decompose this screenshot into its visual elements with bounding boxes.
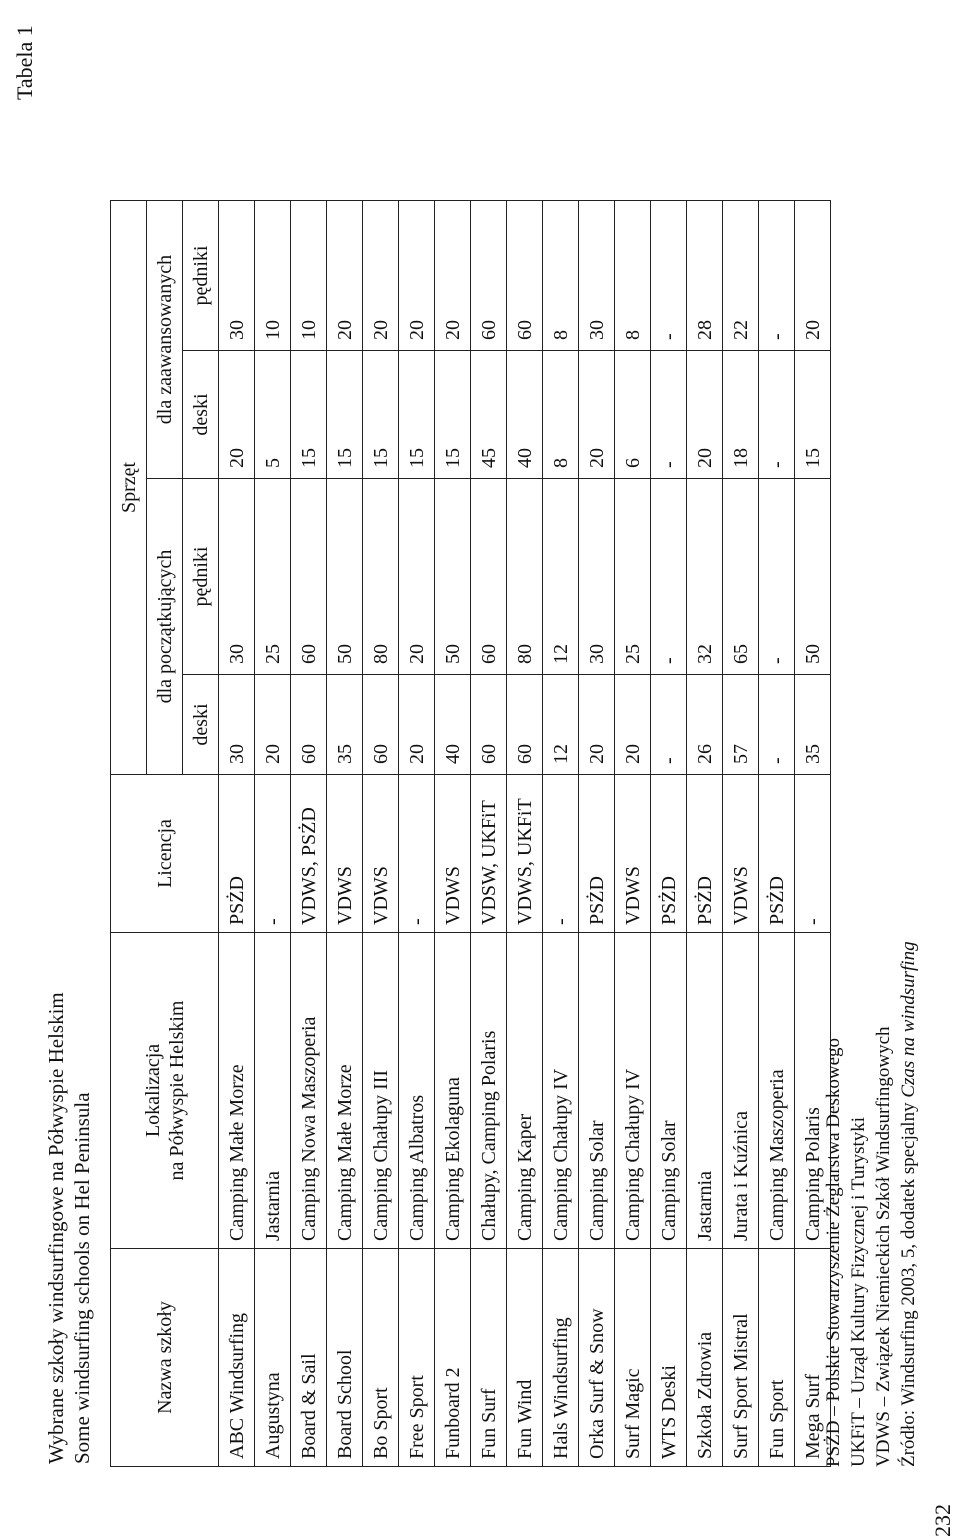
footnote-ukfit: UKFiT – Urząd Kultury Fizycznej i Turystyki: [848, 1116, 869, 1467]
cell-advanced-boards: 45: [471, 351, 507, 479]
cell-school-name: Board & Sail: [291, 1249, 327, 1467]
cell-license: VDWS: [435, 775, 471, 933]
cell-location: Camping Solar: [579, 933, 615, 1249]
cell-beginner-boards: -: [759, 675, 795, 775]
cell-advanced-boards: -: [651, 351, 687, 479]
cell-school-name: ABC Windsurfing: [219, 1249, 255, 1467]
cell-license: VDWS: [363, 775, 399, 933]
cell-school-name: Surf Sport Mistral: [723, 1249, 759, 1467]
cell-license: -: [255, 775, 291, 933]
cell-advanced-sails: 10: [255, 201, 291, 351]
source-italic-title: Czas na windsurfing: [898, 941, 919, 1098]
table-row: [291, 201, 327, 1467]
cell-advanced-sails: 8: [543, 201, 579, 351]
cell-advanced-sails: 20: [399, 201, 435, 351]
cell-beginner-boards: 40: [435, 675, 471, 775]
cell-location: Camping Chałupy IV: [543, 933, 579, 1249]
cell-beginner-sails: 25: [615, 479, 651, 675]
header-advanced: dla zaawansowanych: [147, 201, 183, 479]
cell-advanced-boards: 5: [255, 351, 291, 479]
cell-school-name: Free Sport: [399, 1249, 435, 1467]
table-row: [651, 201, 687, 1467]
cell-location: Camping Albatros: [399, 933, 435, 1249]
windsurfing-schools-table: [110, 200, 831, 1467]
cell-advanced-boards: 40: [507, 351, 543, 479]
header-advanced-sails: pędniki: [183, 201, 219, 351]
footnote-vdws: VDWS – Związek Niemieckich Szkół Windsurfingowych: [873, 1026, 894, 1467]
footnote-pszd: PSŻD – Polskie Stowarzyszenie Żeglarstwa Deskowego: [823, 1037, 844, 1467]
cell-school-name: Funboard 2: [435, 1249, 471, 1467]
footnotes: [821, 941, 921, 1467]
header-advanced-boards: deski: [183, 351, 219, 479]
cell-advanced-sails: 20: [795, 201, 831, 351]
cell-advanced-boards: 15: [795, 351, 831, 479]
cell-location: Chałupy, Camping Polaris: [471, 933, 507, 1249]
table-row: [255, 201, 291, 1467]
cell-advanced-boards: 15: [435, 351, 471, 479]
cell-beginner-boards: 20: [615, 675, 651, 775]
cell-license: PSŻD: [219, 775, 255, 933]
cell-advanced-sails: 8: [615, 201, 651, 351]
cell-advanced-boards: 15: [399, 351, 435, 479]
cell-beginner-boards: 20: [579, 675, 615, 775]
cell-school-name: Board School: [327, 1249, 363, 1467]
cell-beginner-sails: 80: [507, 479, 543, 675]
cell-school-name: Fun Wind: [507, 1249, 543, 1467]
cell-advanced-boards: 6: [615, 351, 651, 479]
cell-location: Camping Małe Morze: [219, 933, 255, 1249]
cell-beginner-sails: 65: [723, 479, 759, 675]
cell-beginner-boards: -: [651, 675, 687, 775]
cell-advanced-sails: 30: [219, 201, 255, 351]
cell-advanced-boards: 18: [723, 351, 759, 479]
cell-license: VDWS: [615, 775, 651, 933]
table-caption-title: Wybrane szkoły windsurfingowe na Półwyspie Helskim: [44, 992, 68, 1464]
cell-advanced-sails: 20: [363, 201, 399, 351]
cell-beginner-boards: 57: [723, 675, 759, 775]
table-row: [471, 201, 507, 1467]
cell-location: Camping Chałupy III: [363, 933, 399, 1249]
cell-location: Camping Polaris: [795, 933, 831, 1249]
cell-beginner-sails: 12: [543, 479, 579, 675]
cell-beginner-sails: 50: [327, 479, 363, 675]
table-caption-subtitle: Some windsurfing schools on Hel Peninsula: [70, 1092, 94, 1464]
cell-school-name: Hals Windsurfing: [543, 1249, 579, 1467]
table-number-label: Tabela 1: [12, 25, 37, 100]
cell-license: VDWS, UKFiT: [507, 775, 543, 933]
cell-school-name: Orka Surf & Snow: [579, 1249, 615, 1467]
table-row: [327, 201, 363, 1467]
table-row: [435, 201, 471, 1467]
source-text: Źródło: Windsurfing 2003, 5, dodatek specjalny: [898, 1097, 919, 1467]
cell-beginner-boards: 26: [687, 675, 723, 775]
cell-location: Camping Nowa Maszoperia: [291, 933, 327, 1249]
cell-beginner-sails: 30: [219, 479, 255, 675]
cell-beginner-sails: 50: [795, 479, 831, 675]
cell-beginner-sails: 60: [471, 479, 507, 675]
cell-advanced-sails: 10: [291, 201, 327, 351]
cell-advanced-sails: -: [651, 201, 687, 351]
cell-beginner-boards: 35: [327, 675, 363, 775]
cell-advanced-boards: 15: [327, 351, 363, 479]
cell-beginner-boards: 20: [255, 675, 291, 775]
header-beginners: dla początkujących: [147, 479, 183, 775]
cell-beginner-sails: -: [651, 479, 687, 675]
cell-advanced-sails: 60: [507, 201, 543, 351]
cell-advanced-sails: 60: [471, 201, 507, 351]
cell-beginner-boards: 12: [543, 675, 579, 775]
cell-school-name: WTS Deski: [651, 1249, 687, 1467]
cell-advanced-boards: 20: [687, 351, 723, 479]
cell-school-name: Bo Sport: [363, 1249, 399, 1467]
cell-location: Camping Ekolaguna: [435, 933, 471, 1249]
cell-beginner-sails: 25: [255, 479, 291, 675]
cell-license: VDSW, UKFiT: [471, 775, 507, 933]
cell-advanced-sails: 28: [687, 201, 723, 351]
cell-beginner-boards: 60: [363, 675, 399, 775]
cell-beginner-boards: 60: [291, 675, 327, 775]
cell-advanced-sails: -: [759, 201, 795, 351]
header-location: [111, 933, 219, 1249]
cell-location: Camping Solar: [651, 933, 687, 1249]
cell-beginner-sails: 60: [291, 479, 327, 675]
table-body: [219, 201, 831, 1467]
cell-advanced-sails: 30: [579, 201, 615, 351]
cell-location: Camping Małe Morze: [327, 933, 363, 1249]
cell-advanced-boards: 15: [291, 351, 327, 479]
cell-license: VDWS, PSŻD: [291, 775, 327, 933]
cell-license: PSŻD: [759, 775, 795, 933]
cell-beginner-sails: -: [759, 479, 795, 675]
page-number: 232: [930, 1504, 955, 1537]
cell-advanced-sails: 20: [435, 201, 471, 351]
table-row: [615, 201, 651, 1467]
cell-advanced-boards: 20: [219, 351, 255, 479]
cell-beginner-sails: 50: [435, 479, 471, 675]
cell-location: Camping Chałupy IV: [615, 933, 651, 1249]
cell-location: Camping Maszoperia: [759, 933, 795, 1249]
table-row: [759, 201, 795, 1467]
cell-beginner-sails: 30: [579, 479, 615, 675]
cell-school-name: Mega Surf: [795, 1249, 831, 1467]
cell-school-name: Szkoła Zdrowia: [687, 1249, 723, 1467]
cell-beginner-sails: 32: [687, 479, 723, 675]
cell-license: VDWS: [327, 775, 363, 933]
cell-beginner-boards: 20: [399, 675, 435, 775]
header-location-line1: Lokalizacja: [141, 1043, 164, 1138]
cell-advanced-sails: 20: [327, 201, 363, 351]
cell-beginner-boards: 60: [507, 675, 543, 775]
cell-beginner-boards: 30: [219, 675, 255, 775]
cell-advanced-boards: 15: [363, 351, 399, 479]
table-row: [507, 201, 543, 1467]
cell-beginner-sails: 20: [399, 479, 435, 675]
table-row: [543, 201, 579, 1467]
cell-beginner-boards: 35: [795, 675, 831, 775]
cell-location: Jurata i Kuźnica: [723, 933, 759, 1249]
table-row: [219, 201, 255, 1467]
cell-advanced-boards: 20: [579, 351, 615, 479]
header-location-line2: na Półwyspie Helskim: [165, 1000, 188, 1181]
cell-location: Jastarnia: [687, 933, 723, 1249]
footnote-source: [896, 941, 921, 1467]
cell-license: PSŻD: [687, 775, 723, 933]
cell-school-name: Fun Sport: [759, 1249, 795, 1467]
cell-advanced-sails: 22: [723, 201, 759, 351]
header-beginner-boards: deski: [183, 675, 219, 775]
cell-school-name: Augustyna: [255, 1249, 291, 1467]
table-row: [723, 201, 759, 1467]
table-row: [399, 201, 435, 1467]
table-row: [579, 201, 615, 1467]
header-beginner-sails: pędniki: [183, 479, 219, 675]
header-equipment: Sprzęt: [111, 201, 147, 775]
cell-school-name: Surf Magic: [615, 1249, 651, 1467]
cell-license: PSŻD: [651, 775, 687, 933]
cell-advanced-boards: 8: [543, 351, 579, 479]
cell-license: -: [399, 775, 435, 933]
cell-advanced-boards: -: [759, 351, 795, 479]
cell-license: -: [543, 775, 579, 933]
table-row: [363, 201, 399, 1467]
cell-license: -: [795, 775, 831, 933]
cell-school-name: Fun Surf: [471, 1249, 507, 1467]
cell-beginner-boards: 60: [471, 675, 507, 775]
table-row: [687, 201, 723, 1467]
header-school-name: Nazwa szkoły: [111, 1249, 219, 1467]
cell-license: PSŻD: [579, 775, 615, 933]
cell-location: Jastarnia: [255, 933, 291, 1249]
cell-location: Camping Kaper: [507, 933, 543, 1249]
cell-beginner-sails: 80: [363, 479, 399, 675]
cell-license: VDWS: [723, 775, 759, 933]
header-license: Licencja: [111, 775, 219, 933]
